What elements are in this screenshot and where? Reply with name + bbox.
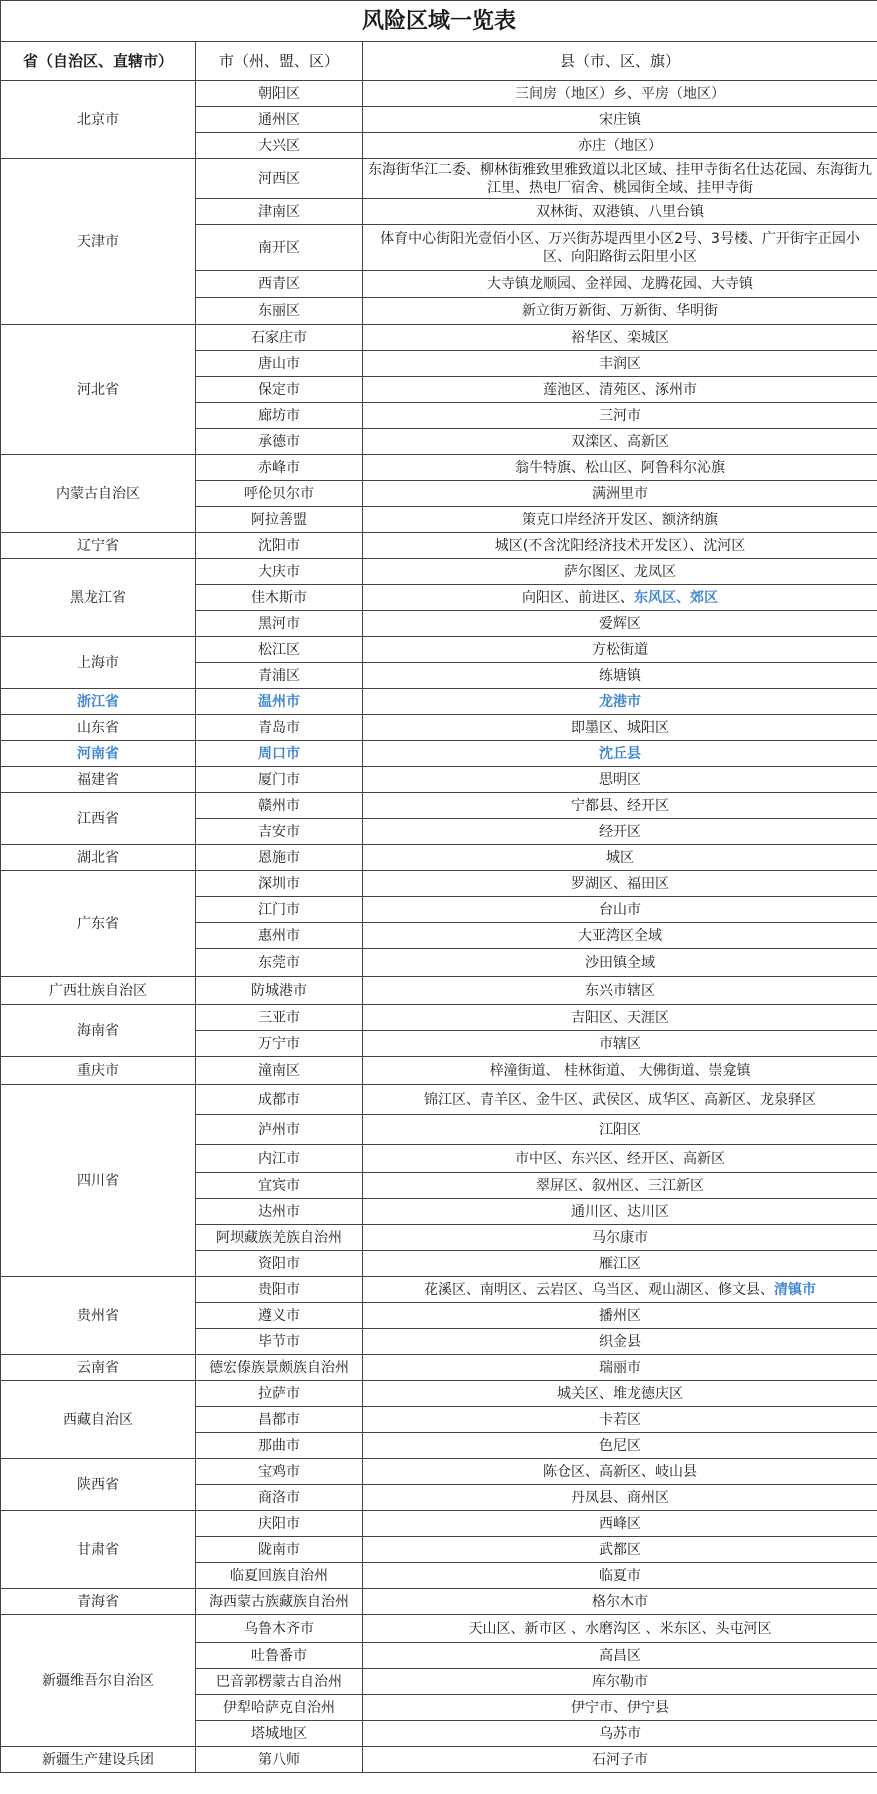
county-cell — [363, 611, 877, 637]
city-cell: 东丽区 — [196, 298, 363, 325]
city-cell: 吐鲁番市 — [196, 1643, 363, 1669]
city-cell: 津南区 — [196, 199, 363, 225]
county-cell — [363, 1057, 877, 1085]
city-cell: 德宏傣族景颇族自治州 — [196, 1355, 363, 1381]
city-cell: 深圳市 — [196, 871, 363, 897]
city-cell: 陇南市 — [196, 1537, 363, 1563]
county-text: 即墨区、城阳区 — [571, 719, 670, 736]
table-row — [1, 559, 877, 585]
province-cell: 湖北省 — [1, 845, 196, 871]
city-cell: 那曲市 — [196, 1433, 363, 1459]
province-cell: 陕西省 — [1, 1459, 196, 1511]
province-cell: 西藏自治区 — [1, 1381, 196, 1459]
city-cell: 廊坊市 — [196, 403, 363, 429]
county-text: 织金县 — [599, 1333, 642, 1350]
province-cell: 福建省 — [1, 767, 196, 793]
county-text: 双滦区、高新区 — [571, 433, 670, 450]
county-text: 三河市 — [599, 407, 642, 424]
province-cell: 北京市 — [1, 81, 196, 159]
province-cell: 青海省 — [1, 1589, 196, 1615]
county-text: 双林街、双港镇、八里台镇 — [536, 203, 705, 220]
county-cell — [363, 325, 877, 351]
county-cell — [363, 845, 877, 871]
county-cell — [363, 871, 877, 897]
province-cell: 广东省 — [1, 871, 196, 977]
county-cell — [363, 741, 877, 767]
county-text: 播州区 — [599, 1307, 642, 1324]
county-cell — [363, 429, 877, 455]
county-text: 满洲里市 — [592, 485, 649, 502]
table-row — [1, 977, 877, 1005]
city-cell: 周口市 — [196, 741, 363, 767]
city-cell: 赤峰市 — [196, 455, 363, 481]
table-row — [1, 1277, 877, 1303]
county-text: 格尔木市 — [592, 1593, 649, 1610]
county-text: 莲池区、清苑区、涿州市 — [543, 381, 698, 398]
county-cell — [363, 1537, 877, 1563]
county-cell — [363, 271, 877, 298]
city-cell: 潼南区 — [196, 1057, 363, 1085]
county-cell — [363, 1355, 877, 1381]
city-cell: 青岛市 — [196, 715, 363, 741]
city-cell: 大庆市 — [196, 559, 363, 585]
county-cell — [363, 923, 877, 949]
county-text: 新立街万新街、万新街、华明街 — [522, 303, 719, 319]
county-text: 马尔康市 — [592, 1229, 649, 1246]
province-cell: 上海市 — [1, 637, 196, 689]
province-cell: 广西壮族自治区 — [1, 977, 196, 1005]
province-cell: 江西省 — [1, 793, 196, 845]
table-row — [1, 1459, 877, 1485]
county-text: 锦江区、青羊区、金牛区、武侯区、成华区、高新区、龙泉驿区 — [424, 1091, 817, 1108]
table-row — [1, 1747, 877, 1773]
county-text: 罗湖区、福田区 — [571, 875, 670, 892]
county-text: 宁都县、经开区 — [571, 797, 670, 814]
table-row — [1, 533, 877, 559]
county-cell — [363, 559, 877, 585]
county-cell — [363, 1173, 877, 1199]
header-row — [1, 42, 877, 81]
county-highlight-text: 清镇市 — [774, 1281, 817, 1298]
province-cell: 天津市 — [1, 159, 196, 325]
county-cell — [363, 1329, 877, 1355]
city-cell: 石家庄市 — [196, 325, 363, 351]
table-title: 风险区域一览表 — [1, 1, 877, 42]
table-row — [1, 637, 877, 663]
county-text: 市中区、东兴区、经开区、高新区 — [515, 1150, 726, 1167]
county-text: 三间房（地区）乡、平房（地区） — [515, 85, 726, 102]
city-cell: 贵阳市 — [196, 1277, 363, 1303]
county-text: 陈仓区、高新区、岐山县 — [543, 1463, 698, 1480]
county-text: 库尔勒市 — [592, 1673, 649, 1690]
table-row — [1, 1085, 877, 1115]
county-text: 宋庄镇 — [599, 111, 642, 128]
county-text: 练塘镇 — [599, 667, 642, 684]
county-cell — [363, 1031, 877, 1057]
title-row — [1, 1, 877, 42]
county-text: 丰润区 — [599, 355, 642, 372]
table-row — [1, 1355, 877, 1381]
county-text: 高昌区 — [599, 1647, 642, 1664]
city-cell: 大兴区 — [196, 133, 363, 159]
city-cell: 吉安市 — [196, 819, 363, 845]
city-cell: 庆阳市 — [196, 1511, 363, 1537]
county-text: 吉阳区、天涯区 — [571, 1009, 670, 1026]
city-cell: 黑河市 — [196, 611, 363, 637]
city-cell: 伊犁哈萨克自治州 — [196, 1695, 363, 1721]
city-cell: 遵义市 — [196, 1303, 363, 1329]
county-cell — [363, 199, 877, 225]
city-cell: 西青区 — [196, 271, 363, 298]
county-text: 梓潼街道、 桂林街道、 大佛街道、崇龛镇 — [489, 1062, 751, 1079]
county-text: 策克口岸经济开发区、额济纳旗 — [522, 511, 719, 528]
city-cell: 沈阳市 — [196, 533, 363, 559]
city-cell: 惠州市 — [196, 923, 363, 949]
county-text: 裕华区、栾城区 — [571, 329, 670, 346]
county-text: 伊宁市、伊宁县 — [571, 1699, 670, 1716]
city-cell: 达州市 — [196, 1199, 363, 1225]
county-text: 思明区 — [599, 771, 642, 788]
city-cell: 昌都市 — [196, 1407, 363, 1433]
county-cell — [363, 81, 877, 107]
county-cell — [363, 585, 877, 611]
county-text: 东兴市辖区 — [585, 982, 656, 999]
county-text: 城关区、堆龙德庆区 — [557, 1385, 684, 1402]
county-text: 大亚湾区全域 — [578, 927, 663, 944]
table-row — [1, 1381, 877, 1407]
county-text: 临夏市 — [599, 1567, 642, 1584]
county-text: 城区 — [606, 849, 635, 866]
city-cell: 巴音郭楞蒙古自治州 — [196, 1669, 363, 1695]
city-cell: 松江区 — [196, 637, 363, 663]
county-text: 爱辉区 — [599, 615, 642, 632]
city-cell: 宝鸡市 — [196, 1459, 363, 1485]
county-text: 大寺镇龙顺园、金祥园、龙腾花园、大寺镇 — [487, 276, 754, 292]
city-cell: 三亚市 — [196, 1005, 363, 1031]
city-cell: 江门市 — [196, 897, 363, 923]
province-cell: 辽宁省 — [1, 533, 196, 559]
county-cell — [363, 1199, 877, 1225]
county-text: 向阳区、前进区、 — [522, 589, 635, 606]
city-cell: 临夏回族自治州 — [196, 1563, 363, 1589]
county-text: 天山区、新市区 、水磨沟区 、米东区、头屯河区 — [468, 1620, 772, 1637]
county-text: 丹凤县、商州区 — [571, 1489, 670, 1506]
county-text: 方松街道 — [592, 641, 649, 658]
county-cell — [363, 1459, 877, 1485]
city-cell: 赣州市 — [196, 793, 363, 819]
city-cell: 万宁市 — [196, 1031, 363, 1057]
county-cell — [363, 481, 877, 507]
city-cell: 通州区 — [196, 107, 363, 133]
header-province: 省（自治区、直辖市） — [1, 42, 196, 81]
county-text: 台山市 — [599, 901, 642, 918]
county-cell — [363, 1615, 877, 1643]
city-cell: 温州市 — [196, 689, 363, 715]
city-cell: 呼伦贝尔市 — [196, 481, 363, 507]
province-cell: 河北省 — [1, 325, 196, 455]
province-cell: 黑龙江省 — [1, 559, 196, 637]
county-cell — [363, 1407, 877, 1433]
county-cell — [363, 403, 877, 429]
county-cell — [363, 1005, 877, 1031]
county-cell — [363, 1563, 877, 1589]
table-row — [1, 793, 877, 819]
county-cell — [363, 637, 877, 663]
table-row — [1, 1615, 877, 1643]
county-cell — [363, 1669, 877, 1695]
header-city: 市（州、盟、区） — [196, 42, 363, 81]
county-cell — [363, 819, 877, 845]
county-text: 卡若区 — [599, 1411, 642, 1428]
table-row — [1, 715, 877, 741]
county-text: 翁牛特旗、松山区、阿鲁科尔沁旗 — [515, 459, 726, 476]
county-highlight-text: 龙港市 — [599, 693, 642, 710]
county-text: 沙田镇全域 — [585, 954, 656, 971]
city-cell: 海西蒙古族藏族自治州 — [196, 1589, 363, 1615]
county-highlight-text: 沈丘县 — [599, 745, 642, 762]
county-cell — [363, 377, 877, 403]
city-cell: 保定市 — [196, 377, 363, 403]
county-text: 江阳区 — [599, 1121, 642, 1138]
province-cell: 山东省 — [1, 715, 196, 741]
county-text: 通川区、达川区 — [571, 1203, 670, 1220]
province-cell: 新疆维吾尔自治区 — [1, 1615, 196, 1747]
county-cell — [363, 455, 877, 481]
city-cell: 佳木斯市 — [196, 585, 363, 611]
county-cell — [363, 1225, 877, 1251]
province-cell: 重庆市 — [1, 1057, 196, 1085]
county-cell — [363, 1277, 877, 1303]
city-cell: 商洛市 — [196, 1485, 363, 1511]
county-cell — [363, 298, 877, 325]
city-cell: 河西区 — [196, 159, 363, 199]
table-row — [1, 1589, 877, 1615]
city-cell: 恩施市 — [196, 845, 363, 871]
table-row — [1, 741, 877, 767]
table-row — [1, 871, 877, 897]
city-cell: 阿坝藏族羌族自治州 — [196, 1225, 363, 1251]
city-cell: 成都市 — [196, 1085, 363, 1115]
county-cell — [363, 1145, 877, 1173]
table-row — [1, 81, 877, 107]
county-cell — [363, 689, 877, 715]
county-text: 体育中心街阳光壹佰小区、万兴街苏堤西里小区2号、3号楼、广开街宇正园小区、向阳路街云阳里小区 — [380, 230, 860, 265]
county-cell — [363, 1433, 877, 1459]
province-cell: 贵州省 — [1, 1277, 196, 1355]
county-text: 市辖区 — [599, 1035, 642, 1052]
table-row — [1, 159, 877, 199]
county-cell — [363, 1695, 877, 1721]
county-cell — [363, 1251, 877, 1277]
table-row — [1, 1005, 877, 1031]
province-cell: 四川省 — [1, 1085, 196, 1277]
city-cell: 乌鲁木齐市 — [196, 1615, 363, 1643]
county-cell — [363, 1115, 877, 1145]
city-cell: 拉萨市 — [196, 1381, 363, 1407]
table-row — [1, 1057, 877, 1085]
city-cell: 资阳市 — [196, 1251, 363, 1277]
county-highlight-text: 东风区、郊区 — [634, 589, 719, 606]
county-cell — [363, 715, 877, 741]
county-cell — [363, 507, 877, 533]
county-cell — [363, 225, 877, 271]
city-cell: 阿拉善盟 — [196, 507, 363, 533]
county-text: 亦庄（地区） — [578, 137, 663, 154]
table-row — [1, 845, 877, 871]
city-cell: 毕节市 — [196, 1329, 363, 1355]
province-cell: 内蒙古自治区 — [1, 455, 196, 533]
city-cell: 南开区 — [196, 225, 363, 271]
county-cell — [363, 1589, 877, 1615]
city-cell: 内江市 — [196, 1145, 363, 1173]
county-text: 城区(不含沈阳经济技术开发区）、沈河区 — [494, 537, 746, 554]
county-text: 翠屏区、叙州区、三江新区 — [536, 1177, 705, 1194]
province-cell: 甘肃省 — [1, 1511, 196, 1589]
county-text: 石河子市 — [592, 1751, 649, 1768]
table-row — [1, 1511, 877, 1537]
county-cell — [363, 133, 877, 159]
county-cell — [363, 767, 877, 793]
city-cell: 宜宾市 — [196, 1173, 363, 1199]
city-cell: 防城港市 — [196, 977, 363, 1005]
county-text: 色尼区 — [599, 1437, 642, 1454]
county-text: 瑞丽市 — [599, 1359, 642, 1376]
province-cell: 河南省 — [1, 741, 196, 767]
county-cell — [363, 663, 877, 689]
county-text: 西峰区 — [599, 1515, 642, 1532]
county-cell — [363, 1747, 877, 1773]
county-cell — [363, 351, 877, 377]
header-county: 县（市、区、旗） — [363, 42, 877, 81]
city-cell: 东莞市 — [196, 949, 363, 977]
table-row — [1, 689, 877, 715]
province-cell: 新疆生产建设兵团 — [1, 1747, 196, 1773]
city-cell: 厦门市 — [196, 767, 363, 793]
county-cell — [363, 159, 877, 199]
province-cell: 海南省 — [1, 1005, 196, 1057]
city-cell: 唐山市 — [196, 351, 363, 377]
county-cell — [363, 107, 877, 133]
table-row — [1, 767, 877, 793]
county-text: 东海街华江二委、柳林街雅致里雅致道以北区域、挂甲寺街名仕达花园、东海街九江里、热电厂宿舍、桃园街全域、挂甲寺街 — [368, 161, 873, 196]
city-cell: 朝阳区 — [196, 81, 363, 107]
county-cell — [363, 1511, 877, 1537]
county-cell — [363, 1085, 877, 1115]
city-cell: 青浦区 — [196, 663, 363, 689]
county-cell — [363, 977, 877, 1005]
table-row — [1, 325, 877, 351]
county-cell — [363, 793, 877, 819]
county-text: 萨尔图区、龙凤区 — [564, 563, 677, 580]
county-cell — [363, 949, 877, 977]
table-row — [1, 455, 877, 481]
city-cell: 承德市 — [196, 429, 363, 455]
county-cell — [363, 1485, 877, 1511]
county-cell — [363, 897, 877, 923]
county-cell — [363, 533, 877, 559]
county-cell — [363, 1721, 877, 1747]
city-cell: 泸州市 — [196, 1115, 363, 1145]
province-cell: 云南省 — [1, 1355, 196, 1381]
city-cell: 第八师 — [196, 1747, 363, 1773]
city-cell: 塔城地区 — [196, 1721, 363, 1747]
county-text: 经开区 — [599, 823, 642, 840]
county-cell — [363, 1381, 877, 1407]
county-text: 雁江区 — [599, 1255, 642, 1272]
county-text: 花溪区、南明区、云岩区、乌当区、观山湖区、修文县、 — [424, 1281, 775, 1298]
county-cell — [363, 1643, 877, 1669]
county-cell — [363, 1303, 877, 1329]
county-text: 乌苏市 — [599, 1725, 642, 1742]
province-cell: 浙江省 — [1, 689, 196, 715]
county-text: 武都区 — [599, 1541, 642, 1558]
